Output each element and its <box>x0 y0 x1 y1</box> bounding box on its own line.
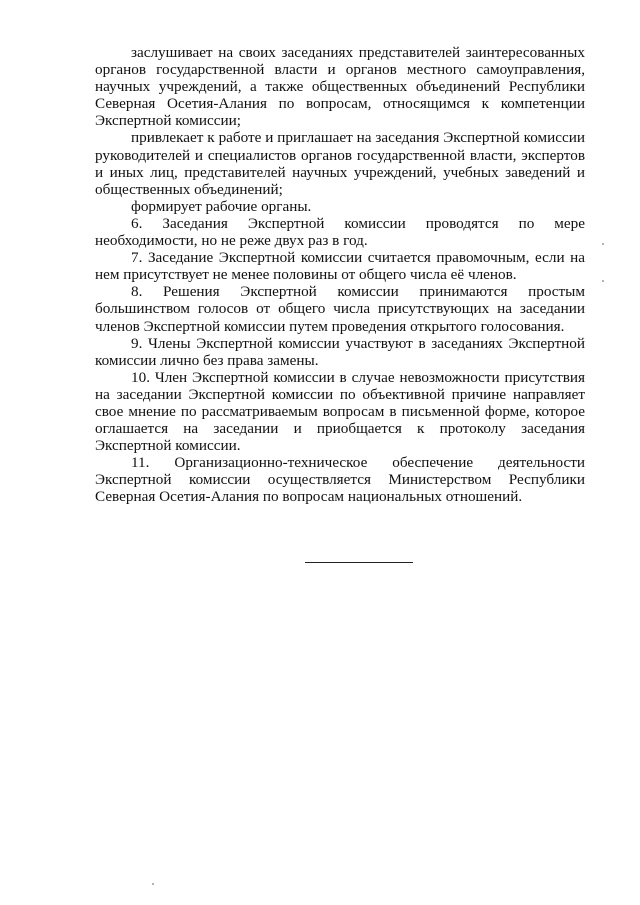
paragraph-item-8: 8. Решения Экспертной комиссии принимаются простым большинством голосов от общего числа присутствующих на заседании членов Экспертной комиссии путем проведения открытого голосования. <box>95 283 585 335</box>
paragraph-item-7: 7. Заседание Экспертной комиссии считается правомочным, если на нем присутствует не менее половины от общего числа её членов. <box>95 249 585 284</box>
paragraph-item-6: 6. Заседания Экспертной комиссии проводятся по мере необходимости, но не реже двух раз в год. <box>95 214 585 250</box>
paragraph-invites-specialists: привлекает к работе и приглашает на заседания Экспертной комиссии руководителей и специалистов органов государственной власти, экспертов и иных лиц, представителей научных учреждений, учебных заведений и общественных объединений; <box>95 129 585 198</box>
end-of-text-rule <box>305 562 413 563</box>
scan-speck <box>152 883 154 885</box>
paragraph-item-10: 10. Член Экспертной комиссии в случае невозможности присутствия на заседании Экспертной комиссии по объективной причине направляет свое мнение по рассматриваемым вопросам в письменной форме, которое оглашается на заседании и приобщается к протоколу заседания Экспертной комиссии. <box>95 368 585 455</box>
paragraph-hearing-representatives: заслушивает на своих заседаниях представителей заинтересованных органов государственной власти и органов местного самоуправления, научных учреждений, а также общественных объединений Республики Северная Осетия-Алания по вопросам, относящимся к компетенции Экспертной комиссии; <box>95 44 585 130</box>
paragraph-forms-working-bodies: формирует рабочие органы. <box>131 197 312 215</box>
paragraph-item-9: 9. Члены Экспертной комиссии участвуют в заседаниях Экспертной комиссии лично без права замены. <box>95 334 585 369</box>
scan-speck <box>602 280 604 282</box>
document-body <box>95 44 585 506</box>
scan-speck <box>602 243 604 245</box>
paragraph-item-11: 11. Организационно-техническое обеспечение деятельности Экспертной комиссии осуществляется Министерством Республики Северная Осетия-Алания по вопросам национальных отношений. <box>95 454 585 506</box>
